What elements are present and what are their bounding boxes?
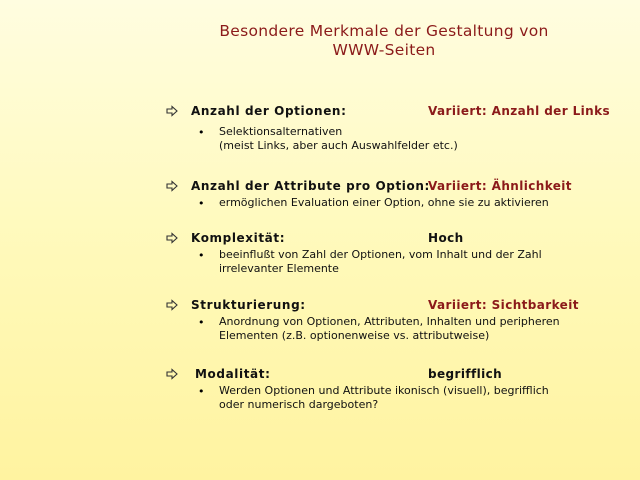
arrow-right-outline-icon: [166, 232, 178, 244]
section-variation: begrifflich: [428, 367, 503, 381]
section-bullet-text: [219, 384, 619, 412]
bullet-dot-icon: •: [198, 385, 205, 398]
bullet-line: Selektionsalternativen: [219, 125, 343, 138]
section-bullet-text: [219, 125, 619, 153]
section-heading: Komplexität:: [191, 231, 286, 245]
bullet-line: beeinflußt von Zahl der Optionen, vom Inhalt und der Zahl: [219, 248, 542, 261]
bullet-dot-icon: •: [198, 197, 205, 210]
slide-title-line-2: WWW-Seiten: [332, 41, 436, 59]
section-bullet-text: [219, 196, 619, 210]
section-heading: Strukturierung:: [191, 298, 306, 312]
arrow-right-outline-icon: [166, 368, 178, 380]
bullet-line: ermöglichen Evaluation einer Option, ohne sie zu aktivieren: [219, 196, 549, 209]
section-heading: Modalität:: [195, 367, 271, 381]
bullet-dot-icon: •: [198, 249, 205, 262]
bullet-line: (meist Links, aber auch Auswahlfelder etc.): [219, 139, 458, 152]
arrow-right-outline-icon: [166, 180, 178, 192]
arrow-right-outline-icon: [166, 299, 178, 311]
section-bullet-text: [219, 248, 619, 276]
bullet-line: Anordnung von Optionen, Attributen, Inhalten und peripheren: [219, 315, 560, 328]
section-variation: Variiert: Anzahl der Links: [428, 104, 611, 118]
bullet-line: Elementen (z.B. optionenweise vs. attributweise): [219, 329, 490, 342]
slide-title: [150, 22, 618, 60]
bullet-line: oder numerisch dargeboten?: [219, 398, 379, 411]
bullet-dot-icon: •: [198, 126, 205, 139]
section-variation: Hoch: [428, 231, 464, 245]
arrow-right-outline-icon: [166, 105, 178, 117]
bullet-dot-icon: •: [198, 316, 205, 329]
section-variation: Variiert: Sichtbarkeit: [428, 298, 579, 312]
section-heading: Anzahl der Optionen:: [191, 104, 347, 118]
section-bullet-text: [219, 315, 619, 343]
section-variation: Variiert: Ähnlichkeit: [428, 179, 572, 193]
bullet-line: Werden Optionen und Attribute ikonisch (visuell), begrifflich: [219, 384, 549, 397]
section-heading: Anzahl der Attribute pro Option:: [191, 179, 430, 193]
bullet-line: irrelevanter Elemente: [219, 262, 339, 275]
slide-title-line-1: Besondere Merkmale der Gestaltung von: [219, 22, 549, 40]
